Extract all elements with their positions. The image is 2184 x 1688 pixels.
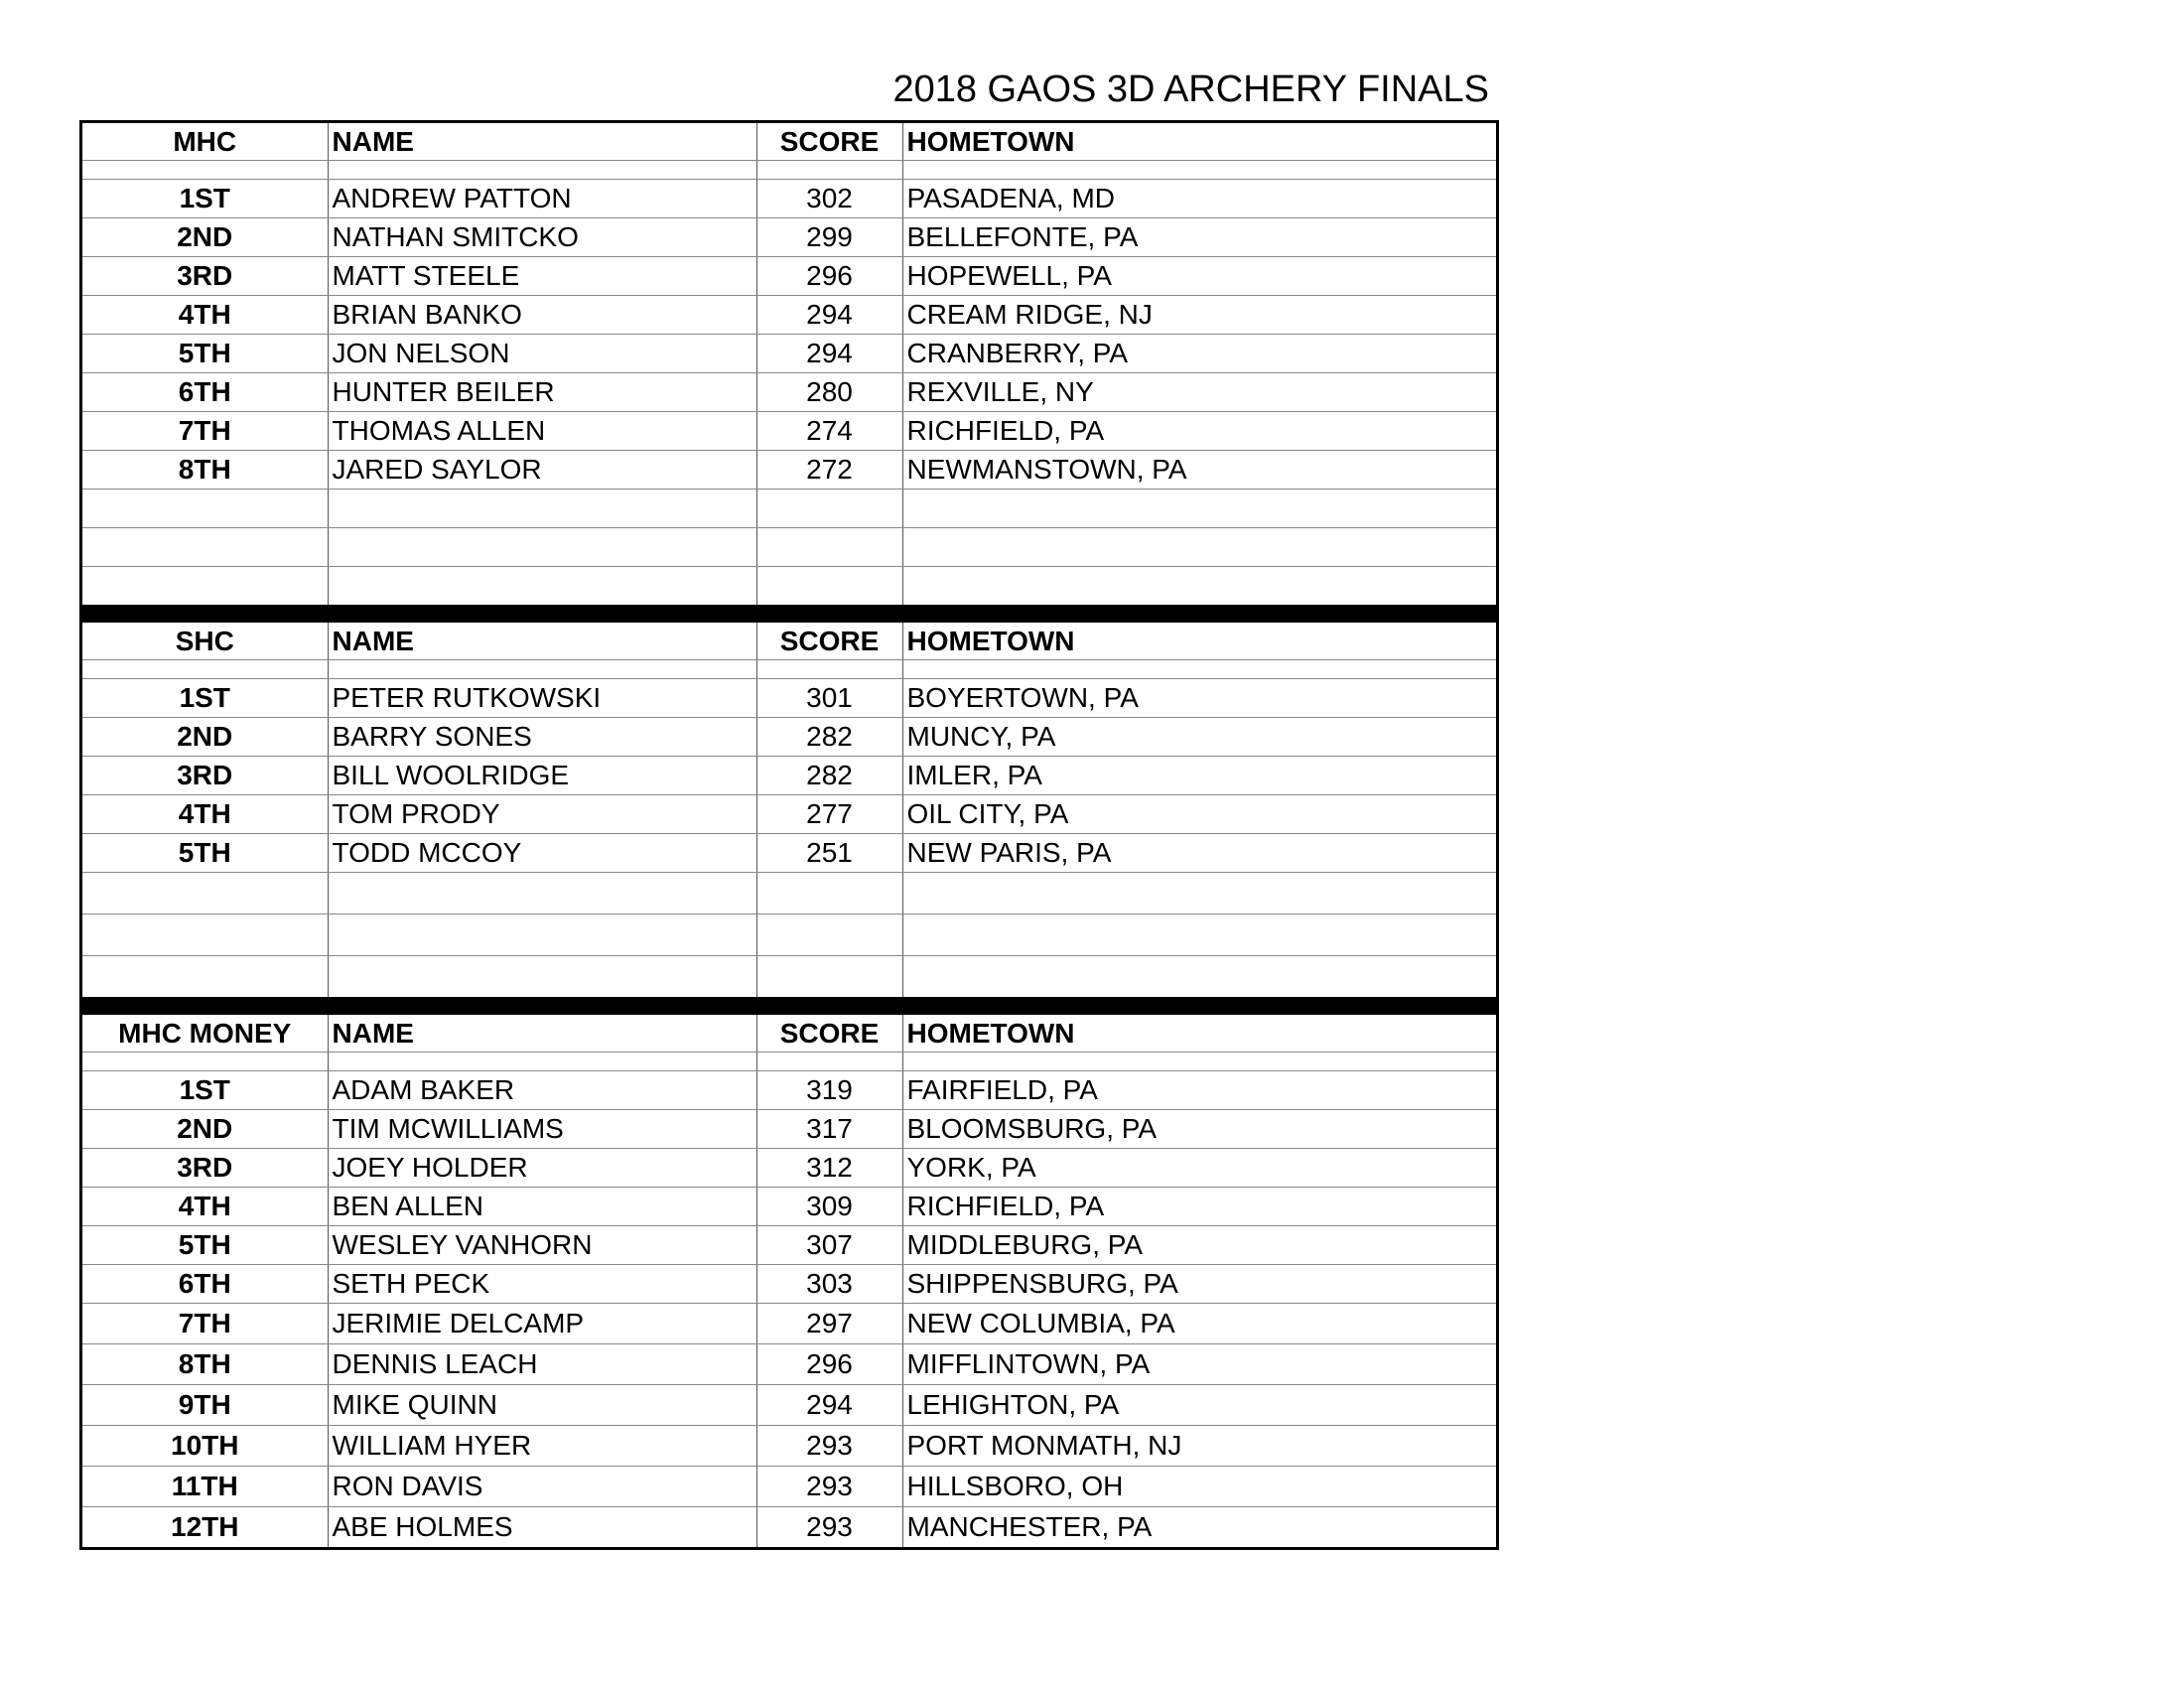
division-header: MHC MONEY <box>82 1015 328 1053</box>
table-row <box>82 1467 1496 1507</box>
score-column-header: SCORE <box>756 1015 902 1053</box>
name-cell: JARED SAYLOR <box>328 451 756 490</box>
name-cell: HUNTER BEILER <box>328 373 756 412</box>
score-cell: 294 <box>756 335 902 373</box>
table-row <box>82 1188 1496 1226</box>
table-row <box>82 679 1496 718</box>
name-cell: RON DAVIS <box>328 1467 756 1507</box>
name-column-header: NAME <box>328 623 756 660</box>
place-cell: 6TH <box>82 1265 328 1304</box>
hometown-cell: PORT MONMATH, NJ <box>902 1426 1496 1467</box>
hometown-cell: OIL CITY, PA <box>902 795 1496 834</box>
place-cell: 4TH <box>82 296 328 335</box>
place-cell: 9TH <box>82 1385 328 1426</box>
place-cell: 3RD <box>82 757 328 795</box>
score-cell: 296 <box>756 1344 902 1385</box>
hometown-cell: IMLER, PA <box>902 757 1496 795</box>
hometown-cell: RICHFIELD, PA <box>902 1188 1496 1226</box>
division-header: SHC <box>82 623 328 660</box>
score-cell: 302 <box>756 180 902 218</box>
hometown-cell: YORK, PA <box>902 1149 1496 1188</box>
name-cell: BILL WOOLRIDGE <box>328 757 756 795</box>
name-cell: JOEY HOLDER <box>328 1149 756 1188</box>
hometown-cell: MIDDLEBURG, PA <box>902 1226 1496 1265</box>
table-row <box>82 296 1496 335</box>
blank-row <box>82 490 1496 528</box>
place-cell: 7TH <box>82 1304 328 1344</box>
name-cell: DENNIS LEACH <box>328 1344 756 1385</box>
score-cell: 319 <box>756 1071 902 1110</box>
score-cell: 282 <box>756 718 902 757</box>
score-cell: 280 <box>756 373 902 412</box>
score-cell: 294 <box>756 296 902 335</box>
score-cell: 277 <box>756 795 902 834</box>
place-cell: 1ST <box>82 1071 328 1110</box>
blank-row <box>82 873 1496 914</box>
blank-row <box>82 528 1496 567</box>
name-column-header: NAME <box>328 1015 756 1053</box>
table-row <box>82 1071 1496 1110</box>
shc-results-table <box>82 623 1496 997</box>
mhc-results-table <box>82 123 1496 605</box>
table-row <box>82 1507 1496 1548</box>
table-row <box>82 1385 1496 1426</box>
place-cell: 2ND <box>82 218 328 257</box>
table-row <box>82 795 1496 834</box>
hometown-cell: RICHFIELD, PA <box>902 412 1496 451</box>
score-cell: 251 <box>756 834 902 873</box>
table-row <box>82 1304 1496 1344</box>
name-cell: WILLIAM HYER <box>328 1426 756 1467</box>
hometown-cell: BELLEFONTE, PA <box>902 218 1496 257</box>
name-cell: ADAM BAKER <box>328 1071 756 1110</box>
spacer-row <box>82 1053 1496 1071</box>
hometown-cell: NEWMANSTOWN, PA <box>902 451 1496 490</box>
place-cell: 4TH <box>82 1188 328 1226</box>
table-row <box>82 1265 1496 1304</box>
table-row <box>82 451 1496 490</box>
hometown-cell: MUNCY, PA <box>902 718 1496 757</box>
table-header-row <box>82 1015 1496 1053</box>
place-cell: 11TH <box>82 1467 328 1507</box>
table-row <box>82 757 1496 795</box>
page-title: 2018 GAOS 3D ARCHERY FINALS <box>892 69 1489 110</box>
name-cell: WESLEY VANHORN <box>328 1226 756 1265</box>
name-cell: THOMAS ALLEN <box>328 412 756 451</box>
table-row <box>82 1426 1496 1467</box>
score-cell: 293 <box>756 1426 902 1467</box>
place-cell: 2ND <box>82 718 328 757</box>
results-sheet <box>79 120 1499 1550</box>
name-cell: TOM PRODY <box>328 795 756 834</box>
name-cell: SETH PECK <box>328 1265 756 1304</box>
division-header: MHC <box>82 123 328 161</box>
name-cell: MATT STEELE <box>328 257 756 296</box>
name-cell: ANDREW PATTON <box>328 180 756 218</box>
hometown-cell: BLOOMSBURG, PA <box>902 1110 1496 1149</box>
score-cell: 301 <box>756 679 902 718</box>
name-cell: NATHAN SMITCKO <box>328 218 756 257</box>
score-cell: 309 <box>756 1188 902 1226</box>
place-cell: 8TH <box>82 451 328 490</box>
name-cell: BRIAN BANKO <box>328 296 756 335</box>
name-cell: MIKE QUINN <box>328 1385 756 1426</box>
score-cell: 299 <box>756 218 902 257</box>
score-cell: 274 <box>756 412 902 451</box>
name-cell: TIM MCWILLIAMS <box>328 1110 756 1149</box>
table-row <box>82 180 1496 218</box>
hometown-cell: FAIRFIELD, PA <box>902 1071 1496 1110</box>
name-cell: BEN ALLEN <box>328 1188 756 1226</box>
score-cell: 307 <box>756 1226 902 1265</box>
table-row <box>82 718 1496 757</box>
mhc-money-results-table <box>82 1015 1496 1547</box>
score-column-header: SCORE <box>756 123 902 161</box>
place-cell: 12TH <box>82 1507 328 1548</box>
hometown-cell: PASADENA, MD <box>902 180 1496 218</box>
hometown-column-header: HOMETOWN <box>902 1015 1496 1053</box>
place-cell: 3RD <box>82 1149 328 1188</box>
name-cell: JON NELSON <box>328 335 756 373</box>
place-cell: 5TH <box>82 335 328 373</box>
place-cell: 3RD <box>82 257 328 296</box>
hometown-cell: REXVILLE, NY <box>902 373 1496 412</box>
place-cell: 7TH <box>82 412 328 451</box>
name-cell: ABE HOLMES <box>328 1507 756 1548</box>
score-cell: 293 <box>756 1467 902 1507</box>
place-cell: 4TH <box>82 795 328 834</box>
spacer-row <box>82 660 1496 679</box>
place-cell: 5TH <box>82 1226 328 1265</box>
place-cell: 1ST <box>82 679 328 718</box>
hometown-cell: MIFFLINTOWN, PA <box>902 1344 1496 1385</box>
blank-row <box>82 914 1496 956</box>
spacer-row <box>82 161 1496 180</box>
hometown-cell: NEW COLUMBIA, PA <box>902 1304 1496 1344</box>
table-row <box>82 257 1496 296</box>
table-header-row <box>82 123 1496 161</box>
table-row <box>82 335 1496 373</box>
table-row <box>82 373 1496 412</box>
score-cell: 293 <box>756 1507 902 1548</box>
name-cell: BARRY SONES <box>328 718 756 757</box>
score-cell: 294 <box>756 1385 902 1426</box>
hometown-cell: BOYERTOWN, PA <box>902 679 1496 718</box>
name-cell: JERIMIE DELCAMP <box>328 1304 756 1344</box>
place-cell: 2ND <box>82 1110 328 1149</box>
place-cell: 6TH <box>82 373 328 412</box>
score-cell: 312 <box>756 1149 902 1188</box>
hometown-cell: SHIPPENSBURG, PA <box>902 1265 1496 1304</box>
score-column-header: SCORE <box>756 623 902 660</box>
hometown-cell: NEW PARIS, PA <box>902 834 1496 873</box>
section-divider <box>82 605 1496 623</box>
table-header-row <box>82 623 1496 660</box>
hometown-cell: HOPEWELL, PA <box>902 257 1496 296</box>
score-cell: 317 <box>756 1110 902 1149</box>
table-row <box>82 834 1496 873</box>
place-cell: 1ST <box>82 180 328 218</box>
section-divider <box>82 997 1496 1015</box>
table-row <box>82 1149 1496 1188</box>
hometown-cell: LEHIGHTON, PA <box>902 1385 1496 1426</box>
hometown-cell: MANCHESTER, PA <box>906 1511 1153 1542</box>
score-cell: 303 <box>756 1265 902 1304</box>
table-row <box>82 218 1496 257</box>
hometown-cell: CREAM RIDGE, NJ <box>902 296 1496 335</box>
place-cell: 5TH <box>82 834 328 873</box>
score-cell: 282 <box>756 757 902 795</box>
blank-row <box>82 567 1496 606</box>
table-row <box>82 1226 1496 1265</box>
name-cell: PETER RUTKOWSKI <box>328 679 756 718</box>
score-cell: 296 <box>756 257 902 296</box>
hometown-cell: CRANBERRY, PA <box>902 335 1496 373</box>
blank-row <box>82 956 1496 998</box>
hometown-column-header: HOMETOWN <box>902 623 1496 660</box>
place-cell: 8TH <box>82 1344 328 1385</box>
table-row <box>82 412 1496 451</box>
name-column-header: NAME <box>328 123 756 161</box>
hometown-cell: HILLSBORO, OH <box>902 1467 1496 1507</box>
hometown-column-header: HOMETOWN <box>902 123 1496 161</box>
table-row <box>82 1344 1496 1385</box>
table-row <box>82 1110 1496 1149</box>
name-cell: TODD MCCOY <box>328 834 756 873</box>
score-cell: 272 <box>756 451 902 490</box>
score-cell: 297 <box>756 1304 902 1344</box>
place-cell: 10TH <box>82 1426 328 1467</box>
